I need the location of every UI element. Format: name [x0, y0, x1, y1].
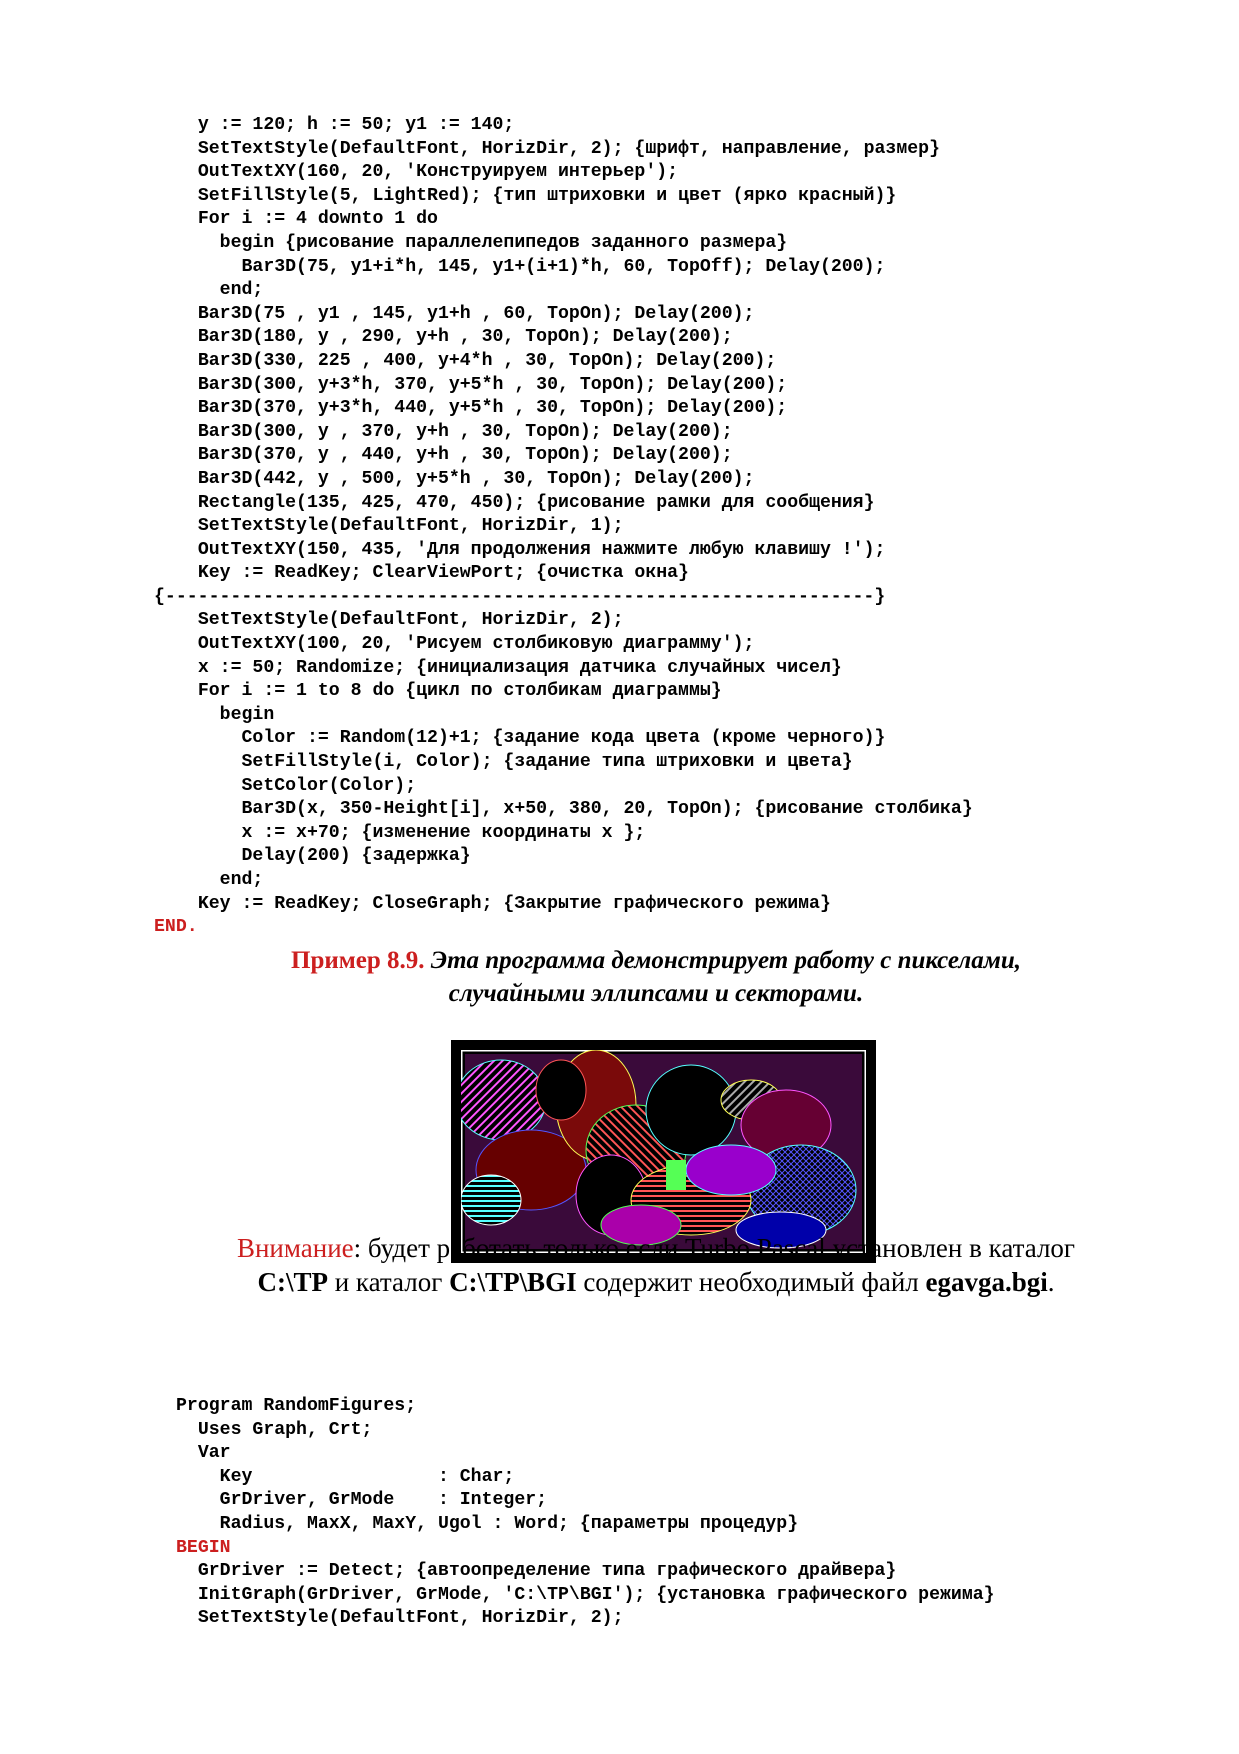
code-line: begin {рисование параллелепипедов заданного размера} [176, 232, 788, 253]
code-line: Program RandomFigures; [176, 1396, 417, 1416]
code-line: Bar3D(300, y+3*h, 370, y+5*h , 30, TopOn); Delay(200); [176, 374, 788, 395]
note-text-3: содержит необходимый файл [576, 1267, 926, 1297]
code-line: Key : Char; [176, 1466, 515, 1487]
code-line: Bar3D(300, y , 370, y+h , 30, TopOn); Delay(200); [176, 421, 733, 442]
note-line-2 [176, 1265, 1136, 1299]
code-line: x := 50; Randomize; {инициализация датчика случайных чисел} [176, 657, 842, 678]
code-line: Uses Graph, Crt; [176, 1419, 373, 1440]
code-line: For i := 4 downto 1 do [176, 209, 438, 230]
driver-file: egavga.bgi [925, 1267, 1048, 1297]
code-line: InitGraph(GrDriver, GrMode, 'C:\TP\BGI'); {установка графического режима} [176, 1584, 995, 1605]
code-line: x := x+70; {изменение координаты x }; [176, 822, 646, 843]
code-line: SetTextStyle(DefaultFont, HorizDir, 2); [176, 610, 624, 631]
note-line-1 [176, 1231, 1136, 1265]
code-line: OutTextXY(100, 20, 'Рисуем столбиковую диаграмму'); [176, 634, 755, 655]
code-line: begin [176, 704, 275, 725]
code-line: Bar3D(180, y , 290, y+h , 30, TopOn); Delay(200); [176, 327, 733, 348]
random-ellipses-screenshot-icon [461, 1050, 866, 1253]
code-listing-1 [154, 114, 973, 940]
caption-text-1: Эта программа демонстрирует работу с пикселами, [424, 947, 1021, 974]
code-line: Delay(200) {задержка} [176, 846, 471, 867]
code-line: SetTextStyle(DefaultFont, HorizDir, 2); [176, 1608, 624, 1629]
code-line: Key := ReadKey; CloseGraph; {Закрытие графического режима} [176, 893, 831, 914]
code-listing-2 [176, 1395, 995, 1631]
warning-label: Внимание [236, 1233, 354, 1263]
code-line: GrDriver, GrMode : Integer; [176, 1490, 548, 1511]
code-line: Bar3D(370, y+3*h, 440, y+5*h , 30, TopOn); Delay(200); [176, 398, 788, 419]
example-label: Пример 8.9. [291, 947, 425, 974]
code-line: SetTextStyle(DefaultFont, HorizDir, 2); {шрифт, направление, размер} [176, 138, 940, 159]
warning-note [176, 1231, 1136, 1299]
code-line: For i := 1 to 8 do {цикл по столбикам диаграммы} [176, 681, 722, 702]
note-text-4: . [1047, 1267, 1055, 1297]
code-line: SetFillStyle(i, Color); {задание типа штриховки и цвета} [176, 752, 853, 773]
code-line: y := 120; h := 50; y1 := 140; [176, 115, 515, 135]
code-line: end; [176, 870, 264, 890]
code-line: SetFillStyle(5, LightRed); {тип штриховки и цвет (ярко красный)} [176, 185, 897, 206]
code-line: Radius, MaxX, MaxY, Ugol : Word; {параметры процедур} [176, 1513, 799, 1534]
code-line: Bar3D(330, 225 , 400, y+4*h , 30, TopOn); Delay(200); [176, 350, 777, 371]
end-keyword: END. [154, 917, 198, 938]
code-line: Bar3D(370, y , 440, y+h , 30, TopOn); Delay(200); [176, 445, 733, 466]
caption-line-2: случайными эллипсами и секторами. [448, 980, 864, 1007]
code-line: Bar3D(75, y1+i*h, 145, y1+(i+1)*h, 60, TopOff); Delay(200); [176, 256, 886, 277]
code-line: GrDriver := Detect; {автоопределение типа графического драйвера} [176, 1561, 897, 1582]
code-line: Rectangle(135, 425, 470, 450); {рисование рамки для сообщения} [176, 492, 875, 513]
note-text-1: : будет работать только если Turbo Pascal установлен в каталог [353, 1233, 1076, 1263]
code-line: Bar3D(x, 350-Height[i], x+50, 380, 20, TopOn); {рисование столбика} [176, 799, 973, 820]
code-line: SetColor(Color); [176, 775, 417, 796]
caption-line-1 [176, 944, 1136, 977]
code-line: Color := Random(12)+1; {задание кода цвета (кроме черного)} [176, 728, 886, 749]
code-line: Key := ReadKey; ClearViewPort; {очистка окна} [176, 563, 689, 584]
example-caption [176, 944, 1136, 1010]
code-line: end; [176, 280, 264, 301]
code-line: OutTextXY(150, 435, 'Для продолжения нажмите любую клавишу !'); [176, 539, 886, 560]
code-line: Bar3D(75 , y1 , 145, y1+h , 60, TopOn); Delay(200); [176, 303, 755, 324]
path-tp: C:\TP [257, 1267, 328, 1297]
code-line: SetTextStyle(DefaultFont, HorizDir, 1); [176, 516, 624, 537]
path-bgi: C:\TP\BGI [449, 1267, 577, 1297]
note-text-2: и каталог [327, 1267, 450, 1297]
code-line: OutTextXY(160, 20, 'Конструируем интерьер'); [176, 162, 679, 183]
program-output-figure [451, 1040, 876, 1263]
code-line: Bar3D(442, y , 500, y+5*h , 30, TopOn); Delay(200); [176, 468, 755, 489]
code-separator: {-----------------------------------------------------------------} [154, 586, 886, 607]
code-line: Var [176, 1443, 231, 1464]
begin-keyword: BEGIN [176, 1537, 231, 1558]
